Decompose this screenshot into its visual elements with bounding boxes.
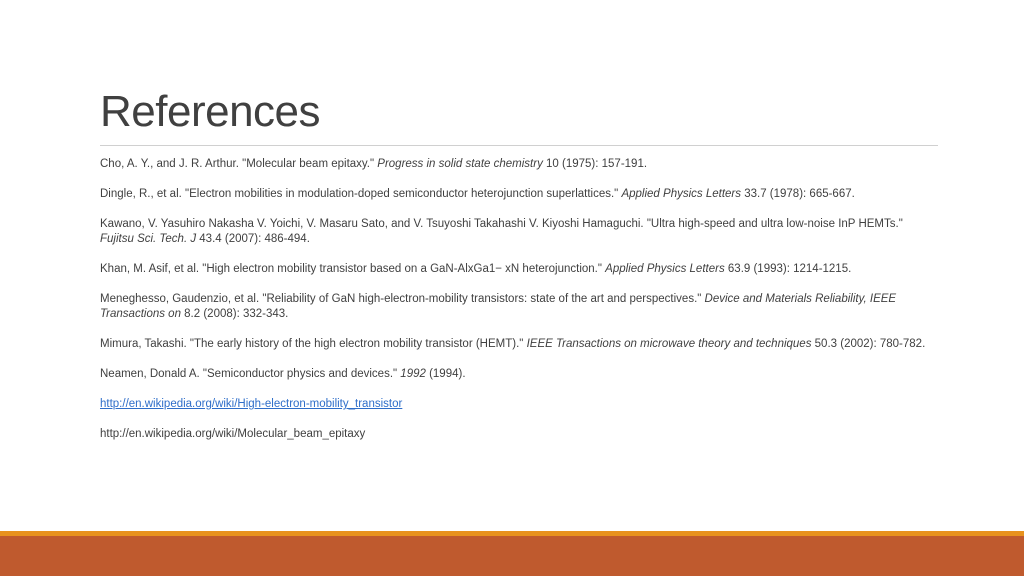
reference-details: 43.4 (2007): 486-494.: [196, 233, 310, 245]
reference-text: Cho, A. Y., and J. R. Arthur. "Molecular beam epitaxy.": [100, 158, 378, 170]
reference-item: [100, 367, 930, 382]
reference-item: [100, 337, 930, 352]
reference-details: 63.9 (1993): 1214-1215.: [724, 263, 852, 275]
reference-item: [100, 262, 930, 277]
reference-text: Dingle, R., et al. "Electron mobilities in modulation-doped semiconductor heterojunction superlattices.": [100, 188, 622, 200]
footer-band: [0, 536, 1024, 576]
mbe-wikipedia-url: http://en.wikipedia.org/wiki/Molecular_beam_epitaxy: [100, 428, 366, 440]
reference-details: 33.7 (1978): 665-667.: [741, 188, 855, 200]
reference-journal: Fujitsu Sci. Tech. J: [100, 233, 197, 245]
hemt-wikipedia-link[interactable]: http://en.wikipedia.org/wiki/High-electron-mobility_transistor: [100, 398, 403, 410]
reference-details: 10 (1975): 157-191.: [542, 158, 648, 170]
reference-item: [100, 187, 930, 202]
reference-text: Neamen, Donald A. "Semiconductor physics and devices.": [100, 368, 401, 380]
reference-journal: IEEE Transactions on microwave theory and techniques: [526, 338, 812, 350]
reference-details: (1994).: [425, 368, 466, 380]
reference-journal: 1992: [400, 368, 426, 380]
reference-item: [100, 217, 930, 247]
reference-item: [100, 292, 930, 322]
reference-details: 8.2 (2008): 332-343.: [180, 308, 289, 320]
reference-item: [100, 397, 930, 412]
reference-journal: Applied Physics Letters: [605, 263, 725, 275]
page-title: References: [100, 87, 321, 136]
reference-text: Meneghesso, Gaudenzio, et al. "Reliability of GaN high-electron-mobility transistors: state of the art and perspectives.": [100, 293, 705, 305]
reference-text: Kawano, V. Yasuhiro Nakasha V. Yoichi, V. Masaru Sato, and V. Tsuyoshi Takahashi V. Kiyoshi Hamaguchi. "Ultra high-speed and ultra low-noise InP HEMTs.": [100, 218, 903, 230]
reference-details: 50.3 (2002): 780-782.: [811, 338, 926, 350]
reference-item: [100, 427, 930, 442]
reference-list: [100, 157, 930, 457]
reference-journal: Progress in solid state chemistry: [377, 158, 543, 170]
reference-journal: Applied Physics Letters: [621, 188, 742, 200]
title-divider: [100, 145, 938, 146]
reference-text: Mimura, Takashi. "The early history of the high electron mobility transistor (HEMT).": [100, 338, 527, 350]
reference-text: Khan, M. Asif, et al. "High electron mobility transistor based on a GaN-AlxGa1− xN heterojunction.": [100, 263, 606, 275]
reference-journal: Device and Materials Reliability, IEEE Transactions on: [100, 293, 897, 320]
reference-item: [100, 157, 930, 172]
